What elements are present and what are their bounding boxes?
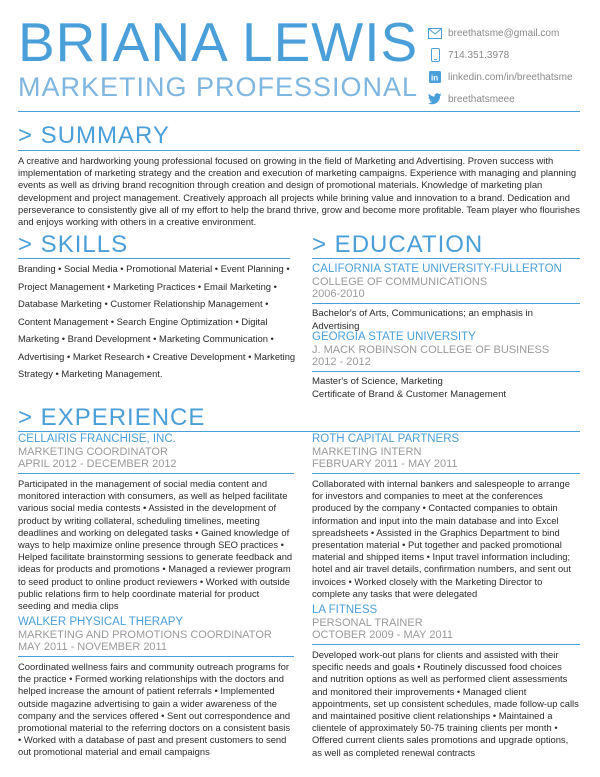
job-entry [18, 433, 294, 612]
job-description: Participated in the management of social media content and monitored interaction with consumers, as well as helped facilitate various social media contests • Assisted in the development of product by writing collateral, scheduling timelines, meeting deadlines and working on delegated tasks • Gained knowledge of ways to help maximize online presence through SEO practices • Helped facilitate brainstorming sessions to generate feedback and ideas for products and promotions • Managed a reviewer program to seed product to online product reviewers • Worked with outside public relations firm to help coordinate material for product seeding and media clips [18, 478, 293, 612]
school-name: GEORGIA STATE UNIVERSITY [312, 331, 476, 343]
job-divider [312, 644, 580, 645]
contact-phone[interactable]: 714.351.3978 [448, 49, 510, 61]
contact-twitter-row[interactable] [428, 88, 598, 110]
skills-list [18, 260, 300, 383]
skills-line: Branding • Social Media • Promotional Material • Event Planning • [18, 263, 290, 274]
college-name: COLLEGE OF COMMUNICATIONS [312, 276, 488, 288]
school-years: 2006-2010 [312, 288, 365, 300]
job-company: WALKER PHYSICAL THERAPY [18, 616, 184, 628]
skills-divider [18, 258, 290, 259]
contact-email[interactable]: breethatsme@gmail.com [448, 27, 560, 39]
job-entry [312, 433, 580, 600]
school-divider [312, 371, 580, 372]
skills-line: Advertising • Market Research • Creative Development • Marketing [18, 350, 296, 362]
contact-linkedin[interactable]: linkedin.com/in/breethatsme [448, 71, 573, 83]
education-entry [312, 331, 580, 401]
job-description: Developed work-out plans for clients and assisted with their specific needs and goals • Routinely discussed food choices and nutrition options as well as performed client assessments and monitored their improvements • Managed client appointments, set up consistent schedules, made follow-up calls and maintained positive client relationships • Maintained a clientele of approximately 50-75 training clients per month • Offered current clients sales promotions and upgrade options, as well as completed renewal contracts [312, 649, 579, 758]
skills-heading: > SKILLS [18, 231, 129, 258]
job-description: Collaborated with internal bankers and salespeople to arrange for investors and companies to meet at the conferences produced by the company • Contacted companies to obtain information and input into the main database and into Excel spreadsheets • Assisted in the Graphics Department to bind presentation material • Put together and packed promotional material and shipped items • Input travel information including; hotel and air travel details, confirmation numbers, and sent out invoices • Worked closely with the Marketing Director to complete any tasks that were delegated [312, 478, 571, 599]
contact-linkedin-row[interactable] [428, 66, 598, 88]
skills-line: Strategy • Marketing Management. [18, 368, 163, 379]
summary-text: A creative and hardworking young professional focused on growing in the field of Marketing and Advertising. Proven success with implementation of marketing strategy and the creation and execution of marketing campaigns. Experience with managing and planning events as well as driving brand recognition through creation and design of promotional materials. Knowledge of marketing plan development and project management. Creatively approach all projects while brining value and innovation to a brand. Dedication and perseverance to consistently give all of my effort to help the brand thrive, grow and become more profitable. Team player who flourishes and enjoys working with others in a creative environment. [18, 155, 580, 228]
school-divider [312, 303, 580, 304]
job-divider [312, 473, 580, 474]
job-entry [18, 616, 294, 759]
job-divider [18, 656, 294, 657]
contact-twitter[interactable]: breethatsmeee [448, 93, 515, 105]
svg-text:in: in [431, 73, 439, 83]
contact-block [428, 22, 598, 110]
college-name: J. MACK ROBINSON COLLEGE OF BUSINESS [312, 344, 550, 356]
job-company: LA FITNESS [312, 604, 378, 616]
contact-phone-row[interactable] [428, 44, 598, 66]
skills-line: Content Management • Search Engine Optimization • Digital [18, 315, 268, 327]
experience-divider [18, 431, 580, 432]
job-dates: OCTOBER 2009 - MAY 2011 [312, 629, 454, 641]
school-name: CALIFORNIA STATE UNIVERSITY-FULLERTON [312, 263, 562, 275]
skills-line: Project Management • Marketing Practices • Email Marketing • [18, 280, 277, 292]
degree-line: Bachelor's of Arts, Communications; an emphasis in Advertising [312, 308, 533, 332]
job-dates: MAY 2011 - NOVEMBER 2011 [18, 641, 167, 653]
linkedin-icon [428, 70, 442, 84]
education-divider [312, 258, 580, 259]
job-role: MARKETING COORDINATOR [18, 446, 168, 458]
contact-email-row[interactable] [428, 22, 598, 44]
skills-line: Database Marketing • Customer Relationship Management • [18, 298, 269, 309]
resume-name: BRIANA LEWIS [18, 11, 419, 73]
mail-icon [428, 26, 442, 40]
summary-heading: > SUMMARY [18, 122, 170, 149]
job-role: MARKETING INTERN [312, 446, 422, 458]
job-description: Coordinated wellness fairs and community outreach programs for the practice • Formed working relationships with the doctors and helped increase the amount of patient referrals • Implemented outside magazine advertising to gain a wider awareness of the company and the services offered • Sent out correspondence and promotional material to the referring doctors on a consistent basis • Worked with a database of past and present customers to send out promotional material and email campaigns [18, 661, 291, 758]
school-years: 2012 - 2012 [312, 356, 371, 368]
job-company: ROTH CAPITAL PARTNERS [312, 433, 460, 445]
header-divider [18, 111, 580, 112]
twitter-icon [428, 92, 442, 106]
job-dates: APRIL 2012 - DECEMBER 2012 [18, 458, 177, 470]
degree-line: Certificate of Brand & Customer Management [312, 388, 507, 400]
job-role: PERSONAL TRAINER [312, 617, 423, 629]
resume-title: MARKETING PROFESSIONAL [18, 72, 419, 102]
job-role: MARKETING AND PROMOTIONS COORDINATOR [18, 629, 272, 641]
experience-heading: > EXPERIENCE [18, 404, 206, 431]
job-company: CELLAIRIS FRANCHISE, INC. [18, 433, 176, 445]
skills-line: Marketing • Brand Development • Marketing Communication • [18, 333, 274, 344]
degree-line: Master's of Science, Marketing [312, 376, 443, 387]
job-divider [18, 473, 294, 474]
phone-icon [428, 48, 442, 62]
job-entry [312, 604, 580, 759]
summary-divider [18, 150, 580, 151]
job-dates: FEBRUARY 2011 - MAY 2011 [312, 458, 458, 470]
education-heading: > EDUCATION [312, 231, 484, 258]
education-entry [312, 263, 580, 333]
